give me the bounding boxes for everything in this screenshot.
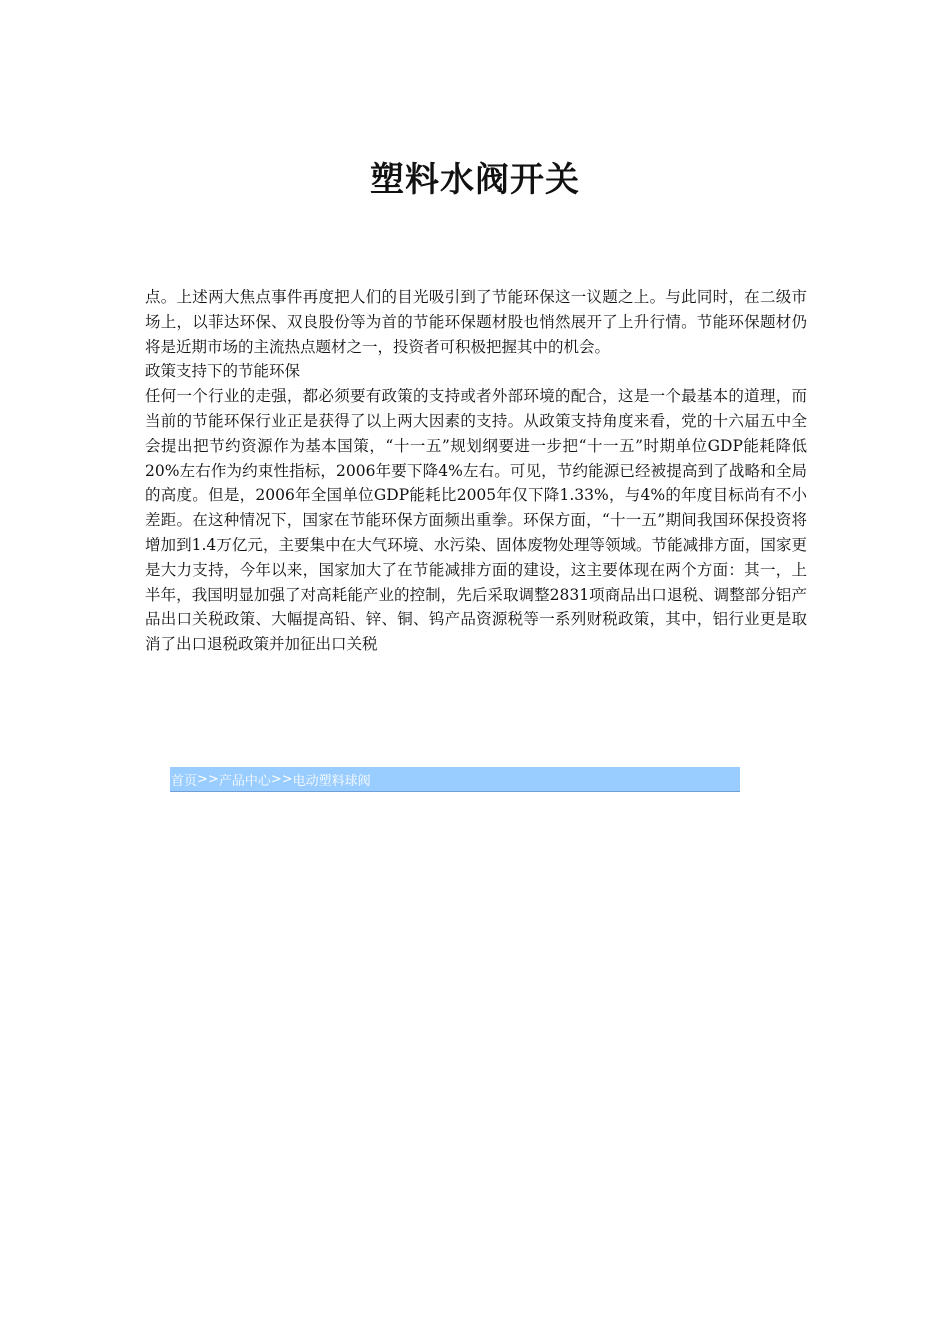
breadcrumb-separator: >> [270, 771, 293, 787]
section-heading: 政策支持下的节能环保 [145, 362, 301, 381]
article-paragraph-intro: 点。上述两大焦点事件再度把人们的目光吸引到了节能环保这一议题之上。与此同时，在二级市场上，以菲达环保、双良股份等为首的节能环保题材股也悄然展开了上升行情。节能环保题材仍将是近期市场的主流热点题材之一，投资者可积极把握其中的机会。 [145, 288, 807, 356]
article-paragraph-policy: 任何一个行业的走强，都必须要有政策的支持或者外部环境的配合，这是一个最基本的道理，而当前的节能环保行业正是获得了以上两大因素的支持。从政策支持角度来看，党的十六届五中全会提出把节约资源作为基本国策，“十一五”规划纲要进一步把“十一五”时期单位GDP能耗降低20%左右作为约束性指标，2006年要下降4%左右。可见，节约能源已经被提高到了战略和全局的高度。但是，2006年全国单位GDP能耗比2005年仅下降1.33%，与4%的年度目标尚有不小差距。在这种情况下，国家在节能环保方面频出重拳。环保方面，“十一五”期间我国环保投资将增加到1.4万亿元，主要集中在大气环境、水污染、固体废物处理等领域。节能减排方面，国家更是大力支持，今年以来，国家加大了在节能减排方面的建设，这主要体现在两个方面：其一，上半年，我国明显加强了对高耗能产业的控制，先后采取调整2831项商品出口退税、调整部分铝产品出口关税政策、大幅提高铅、锌、铜、钨产品资源税等一系列财税政策，其中，铝行业更是取消了出口退税政策并加征出口关税 [145, 387, 807, 654]
breadcrumb-category-link[interactable]: 产品中心 [218, 773, 271, 789]
breadcrumb-separator: >> [197, 771, 219, 787]
breadcrumb [170, 767, 740, 792]
breadcrumb-current-item[interactable]: 电动塑料球阀 [292, 773, 371, 789]
page-title: 塑料水阀开关 [370, 160, 580, 200]
breadcrumb-home-link[interactable]: 首页 [171, 773, 198, 789]
article-body [145, 285, 807, 657]
